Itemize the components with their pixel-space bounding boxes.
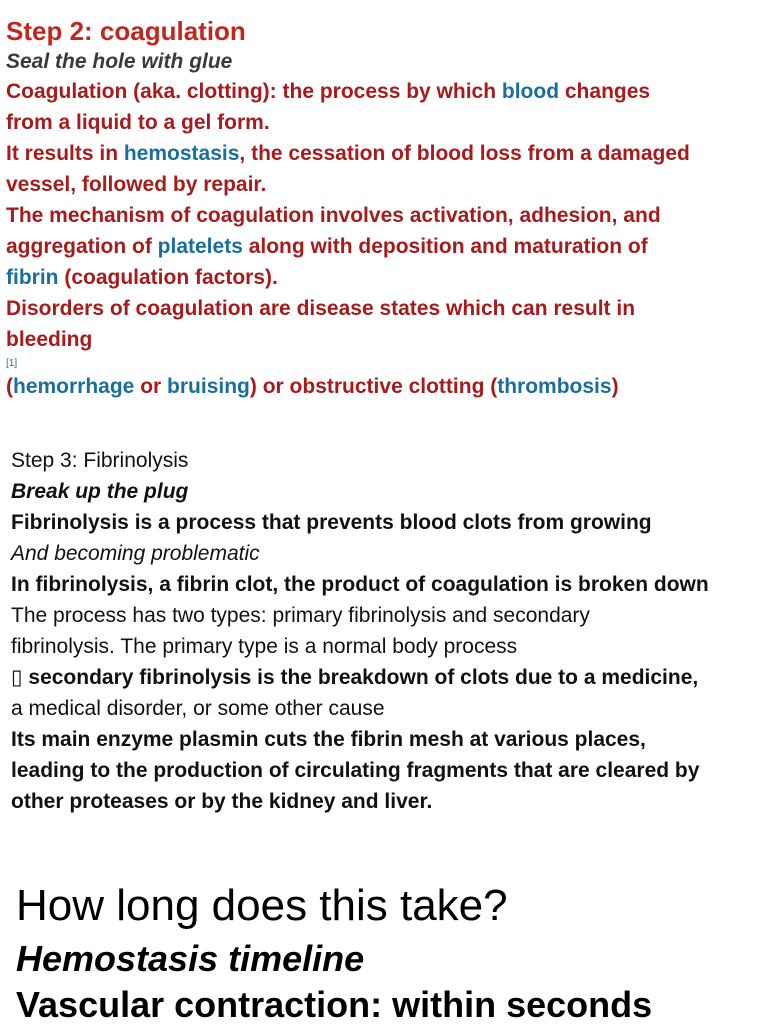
link-thrombosis[interactable]: thrombosis: [497, 375, 612, 398]
fibrinolysis-subtitle: Break up the plug: [11, 480, 189, 503]
text-segment: (: [6, 375, 13, 398]
fibrinolysis-line-5: fibrinolysis. The primary type is a normal body process: [11, 635, 518, 658]
link-platelets[interactable]: platelets: [157, 235, 243, 258]
coagulation-line-4: vessel, followed by repair.: [6, 173, 267, 196]
text-segment: , the cessation of blood loss from a damaged: [239, 142, 690, 165]
timeline-line-1: Vascular contraction: within seconds: [16, 984, 653, 1025]
coagulation-line-10: [6, 371, 768, 402]
coagulation-line-2: from a liquid to a gel form.: [6, 111, 270, 134]
text-segment: aggregation of: [6, 235, 158, 258]
text-segment: It results in: [6, 142, 124, 165]
text-segment: (coagulation factors).: [58, 266, 278, 289]
coagulation-line-6: [6, 231, 768, 262]
timeline-subtitle: Hemostasis timeline: [16, 938, 365, 979]
timeline-question: How long does this take?: [16, 881, 508, 930]
coagulation-subtitle: Seal the hole with glue: [6, 50, 233, 73]
coagulation-line-5: The mechanism of coagulation involves activation, adhesion, and: [6, 204, 661, 227]
fibrinolysis-line-10: other proteases or by the kidney and liver.: [11, 790, 433, 813]
text-segment: changes: [559, 80, 651, 103]
fibrinolysis-line-3: In fibrinolysis, a fibrin clot, the product of coagulation is broken down: [11, 573, 709, 596]
fibrinolysis-title: Step 3: Fibrinolysis: [11, 449, 189, 472]
text-segment: along with deposition and maturation of: [242, 235, 648, 258]
link-hemostasis[interactable]: hemostasis: [123, 142, 240, 165]
fibrinolysis-line-2: And becoming problematic: [11, 542, 260, 565]
fibrinolysis-line-7: a medical disorder, or some other cause: [11, 697, 385, 720]
text-segment: or: [134, 375, 168, 398]
link-blood[interactable]: blood: [501, 80, 560, 103]
fibrinolysis-line-1: Fibrinolysis is a process that prevents blood clots from growing: [11, 511, 652, 534]
link-fibrin[interactable]: fibrin: [6, 266, 59, 289]
coagulation-line-9: bleeding: [6, 328, 93, 351]
coagulation-line-3: [6, 138, 768, 169]
link-hemorrhage[interactable]: hemorrhage: [13, 375, 135, 398]
coagulation-line-8: Disorders of coagulation are disease states which can result in: [6, 297, 636, 320]
fibrinolysis-line-6: ▯ secondary fibrinolysis is the breakdown of clots due to a medicine,: [11, 666, 699, 689]
reference-link[interactable]: [1]: [6, 358, 18, 369]
fibrinolysis-line-4: The process has two types: primary fibrinolysis and secondary: [11, 604, 590, 627]
text-segment: ) or obstructive clotting (: [249, 375, 498, 398]
fibrinolysis-section: [11, 445, 768, 817]
timeline-section: [16, 876, 768, 1028]
coagulation-section: [6, 14, 768, 402]
text-segment: Coagulation (aka. clotting): the process by which: [6, 80, 502, 103]
text-segment: ): [611, 375, 619, 398]
fibrinolysis-line-9: leading to the production of circulating fragments that are cleared by: [11, 759, 700, 782]
coagulation-title: Step 2: coagulation: [6, 16, 246, 46]
coagulation-line-7: [6, 262, 768, 293]
fibrinolysis-line-8: Its main enzyme plasmin cuts the fibrin mesh at various places,: [11, 728, 646, 751]
link-bruising[interactable]: bruising: [167, 375, 250, 398]
coagulation-line-1: [6, 76, 768, 107]
